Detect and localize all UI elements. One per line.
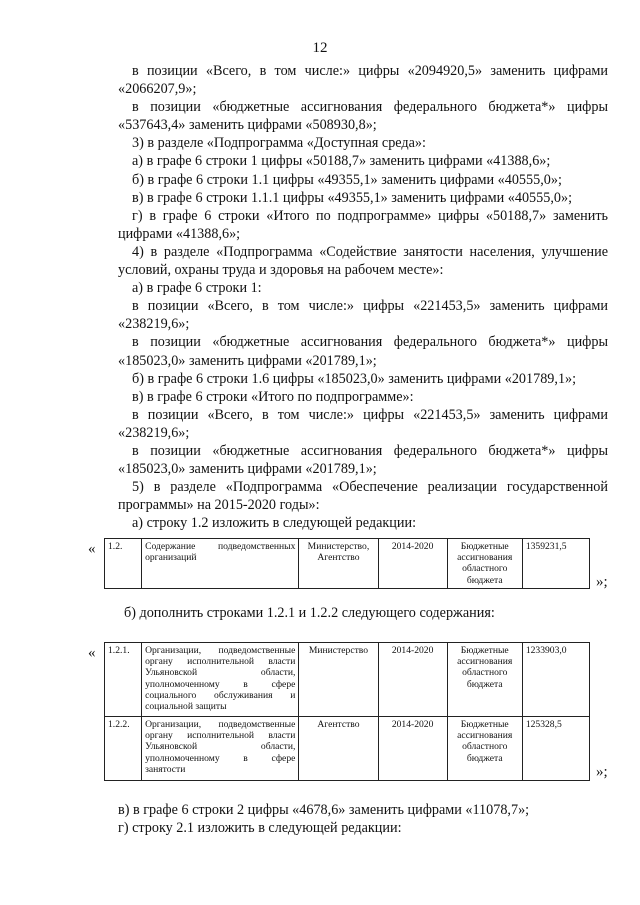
- table-row: [105, 643, 590, 717]
- cell-number: 1.2.1.: [105, 643, 142, 717]
- paragraph: а) в графе 6 строки 1 цифры «50188,7» заменить цифрами «41388,6»;: [132, 153, 551, 170]
- cell-amount: 1233903,0: [522, 643, 589, 717]
- quote-close-mark: »;: [596, 764, 608, 780]
- amendment-text: [118, 62, 608, 532]
- table-row-1-2: [104, 538, 590, 589]
- cell-number: 1.2.: [105, 539, 142, 589]
- cell-period: 2014-2020: [378, 717, 447, 781]
- cell-source: Бюджетные ассигнования областного бюджета: [447, 539, 522, 589]
- paragraph: в позиции «бюджетные ассигнования федерального бюджета*» цифры «185023,0» заменить цифрами «201789,1»;: [118, 442, 608, 478]
- paragraph: а) строку 1.2 изложить в следующей редакции:: [132, 515, 417, 532]
- paragraph: 5) в разделе «Подпрограмма «Обеспечение реализации государственной программы» на 2015-2020 годы»:: [118, 479, 608, 514]
- paragraph: г) в графе 6 строки «Итого по подпрограмме» цифры «50188,7» заменить цифрами «41388,6»;: [118, 207, 608, 242]
- paragraph: в) в графе 6 строки «Итого по подпрограмме»:: [132, 388, 414, 405]
- paragraph: в позиции «Всего, в том числе:» цифры «221453,5» заменить цифрами «238219,6»;: [118, 298, 608, 333]
- paragraph: 3) в разделе «Подпрограмма «Доступная среда»:: [132, 135, 426, 152]
- cell-amount: 1359231,5: [522, 539, 589, 589]
- cell-name: Организации, подведомственные органу исполнительной власти Ульяновской области, уполномоченному в сфере социального обслуживания и социальной защиты: [142, 643, 299, 717]
- paragraph: в) в графе 6 строки 2 цифры «4678,6» заменить цифрами «11078,7»;: [118, 802, 530, 818]
- cell-source: Бюджетные ассигнования областного бюджета: [447, 717, 522, 781]
- cell-amount: 125328,5: [522, 717, 589, 781]
- paragraph: б) в графе 6 строки 1.1 цифры «49355,1» заменить цифрами «40555,0»;: [132, 171, 562, 188]
- paragraph: а) в графе 6 строки 1:: [132, 280, 262, 297]
- cell-source: Бюджетные ассигнования областного бюджета: [447, 643, 522, 717]
- page-number: 12: [312, 40, 328, 56]
- table-row: [105, 717, 590, 781]
- cell-period: 2014-2020: [378, 539, 447, 589]
- paragraph: 4) в разделе «Подпрограмма «Содействие занятости населения, улучшение условий, охраны труда и здоровья на рабочем месте»:: [118, 243, 608, 279]
- paragraph: в) в графе 6 строки 1.1.1 цифры «49355,1» заменить цифрами «40555,0»;: [132, 189, 573, 206]
- cell-executor: Министерство: [299, 643, 378, 717]
- cell-executor: Министерство, Агентство: [299, 539, 378, 589]
- quote-open-mark: «: [88, 541, 96, 557]
- quote-open-mark: «: [88, 645, 96, 661]
- quote-close-mark: »;: [596, 574, 608, 590]
- table-rows-1-2-1-and-1-2-2: [104, 642, 590, 781]
- paragraph: в позиции «Всего, в том числе:» цифры «221453,5» заменить цифрами «238219,6»;: [118, 406, 608, 441]
- paragraph: б) дополнить строками 1.2.1 и 1.2.2 следующего содержания:: [124, 605, 495, 621]
- cell-name: Организации, подведомственные органу исполнительной власти Ульяновской области, уполномоченному в сфере занятости: [142, 717, 299, 781]
- cell-name: Содержание подведомственных организаций: [142, 539, 299, 589]
- cell-number: 1.2.2.: [105, 717, 142, 781]
- paragraph: в позиции «бюджетные ассигнования федерального бюджета*» цифры «537643,4» заменить цифрами «508930,8»;: [118, 99, 608, 134]
- cell-executor: Агентство: [299, 717, 378, 781]
- paragraph: б) в графе 6 строки 1.6 цифры «185023,0» заменить цифрами «201789,1»;: [132, 370, 577, 387]
- paragraph: в позиции «бюджетные ассигнования федерального бюджета*» цифры «185023,0» заменить цифрами «201789,1»;: [118, 334, 608, 369]
- closing-text: [118, 801, 608, 837]
- paragraph: г) строку 2.1 изложить в следующей редакции:: [118, 820, 402, 837]
- cell-period: 2014-2020: [378, 643, 447, 717]
- paragraph: в позиции «Всего, в том числе:» цифры «2094920,5» заменить цифрами «2066207,9»;: [118, 63, 608, 98]
- table-row: [105, 539, 590, 589]
